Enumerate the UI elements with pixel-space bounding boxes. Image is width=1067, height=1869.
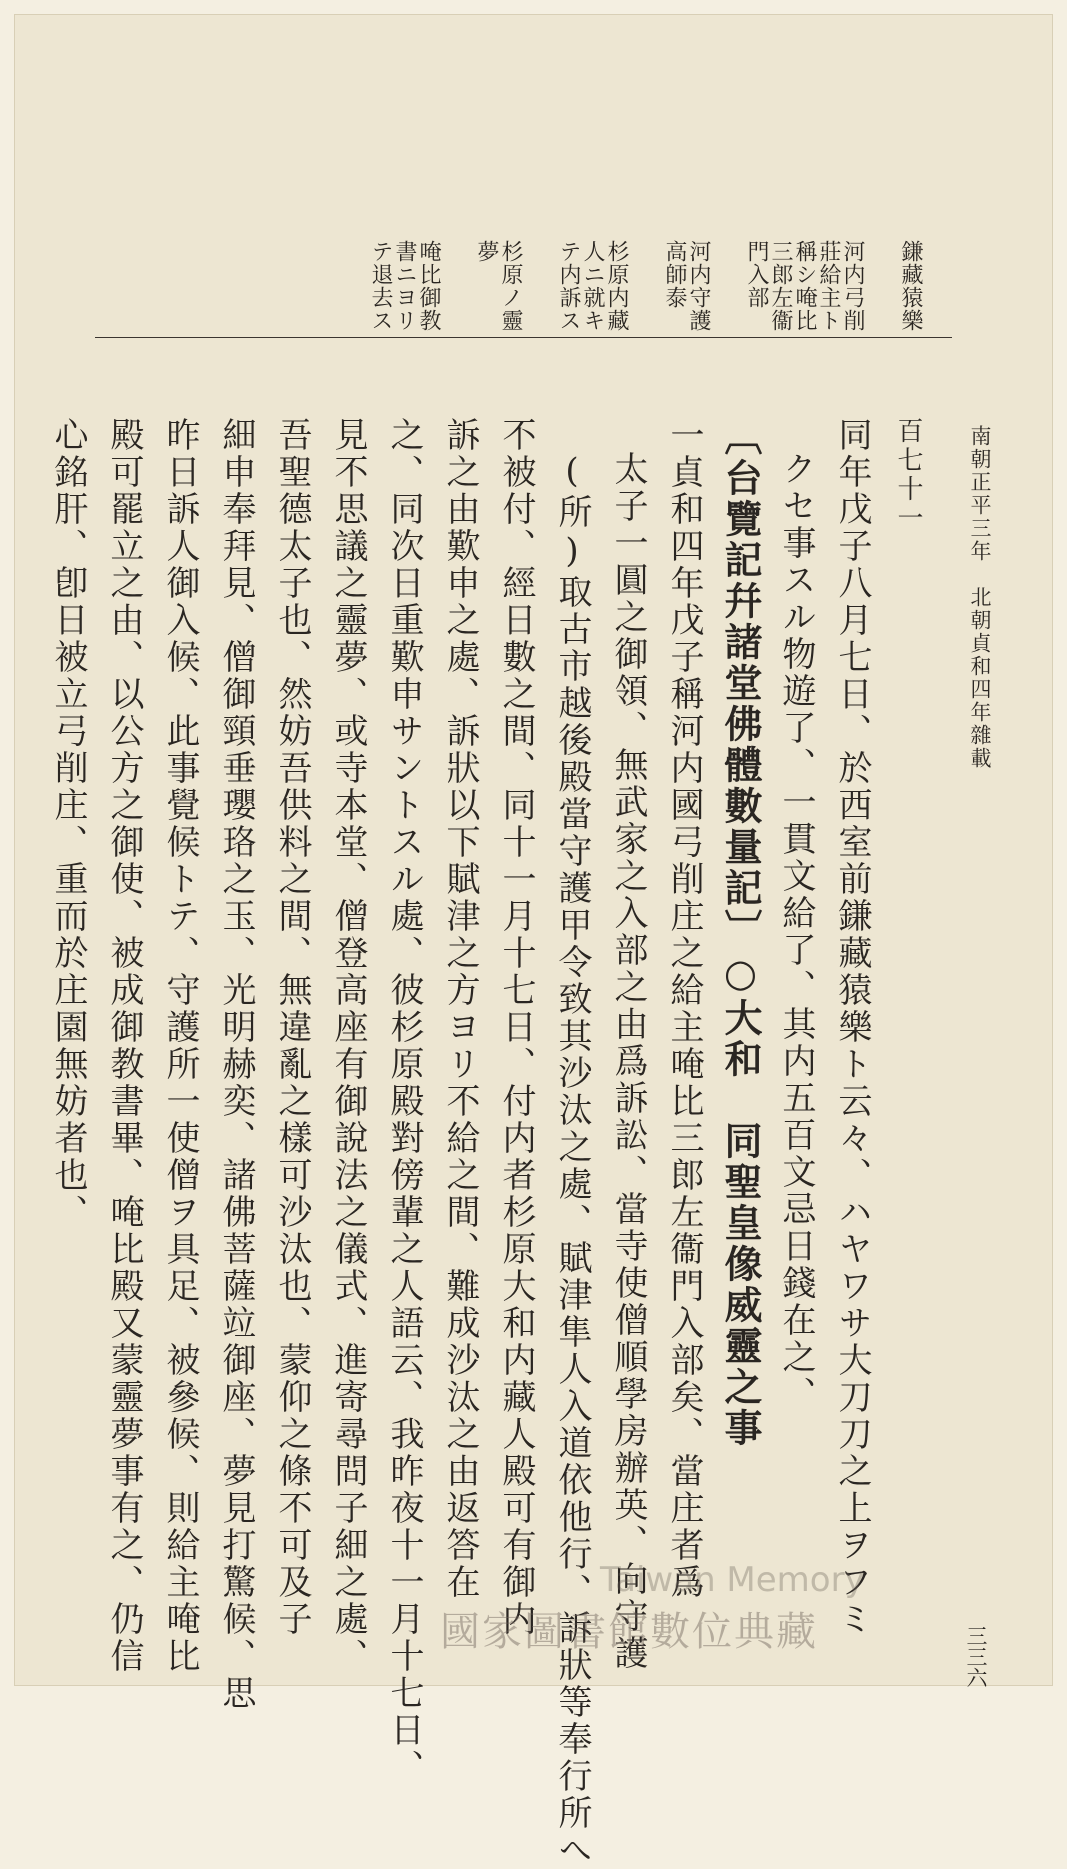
page-number: 三三六	[964, 1625, 988, 1688]
running-header: 南朝正平三年 北朝貞和四年雜載	[968, 425, 992, 770]
body-text	[40, 417, 936, 1869]
headnote-line: テ内訴ス	[556, 240, 581, 332]
headnote-line: 河内守護	[686, 240, 711, 332]
headnote-line: 唵比御教	[416, 240, 441, 332]
watermark-brand: Taiwan Memory	[600, 1560, 865, 1600]
text-column: 之、同次日重歎申サントスル處、彼杉原殿對傍輩之人語云、我昨夜十一月十七日、	[384, 417, 424, 1786]
headnote	[474, 240, 522, 340]
headnote	[368, 240, 440, 340]
text-column: 一貞和四年戊子稱河内國弓削庄之給主唵比三郎左衞門入部矣、當庄者爲	[664, 417, 704, 1601]
text-column: 見不思議之靈夢、或寺本堂、僧登高座有御說法之儀式、進寄尋問子細之處、	[328, 417, 368, 1675]
headnote-line: テ退去ス	[368, 240, 393, 332]
headnote	[898, 240, 922, 340]
header-rule	[95, 337, 952, 338]
text-column: 吾聖德太子也、然妨吾供料之間、無違亂之樣可沙汰也、蒙仰之條不可及子	[272, 417, 312, 1638]
headnote-line: 書ニヨリ	[392, 240, 417, 332]
text-column: 太子一圓之御領、無武家之入部之由爲訴訟、當寺使僧順學房辦英、向守護	[608, 451, 648, 1672]
headnote-line: 鎌藏猿樂	[898, 240, 923, 332]
text-column: 同年戊子八月七日、於西室前鎌藏猿樂ト云々、ハヤワサ大刀刀之上ヲフミ	[832, 417, 872, 1638]
text-column: (所)取古市越後殿當守護甲令致其沙汰之處、賦津隼人入道依他行、訴狀等奉行所へ	[552, 451, 592, 1869]
headnote-line: 河内弓削	[840, 240, 865, 332]
text-column: 心銘肝、卽日被立弓削庄、重而於庄園無妨者也、	[48, 417, 88, 1231]
text-column: 殿可罷立之由、以公方之御使、被成御教書畢、唵比殿又蒙靈夢事有之、仍信	[104, 417, 144, 1675]
text-column: クセ事スル物遊了、一貫文給了、其内五百文忌日錢在之、	[776, 451, 816, 1413]
headnote-line: 稱シ唵比	[792, 240, 817, 332]
headnotes	[102, 240, 922, 340]
watermark: 國家圖書館數位典藏	[440, 1609, 818, 1655]
headnote-line: 夢	[474, 240, 499, 263]
section-title: 〔台覽記幷諸堂佛體數量記〕○大和 同聖皇像威靈之事	[718, 417, 763, 1449]
headnote-line: 杉原内藏	[604, 240, 629, 332]
headnote-line: 杉原ノ靈	[498, 240, 523, 332]
text-column: 細申奉拜見、僧御頸垂瓔珞之玉、光明赫奕、諸佛菩薩竝御座、夢見打驚候、思	[216, 417, 256, 1712]
headnote	[556, 240, 628, 340]
headnote-line: 人ニ就キ	[580, 240, 605, 332]
entry-number: 百七十一	[893, 417, 923, 533]
headnote-line: 三郎左衞	[768, 240, 793, 332]
headnote	[744, 240, 864, 340]
headnote	[662, 240, 710, 340]
text-column: 不被付、經日數之間、同十一月十七日、付内者杉原大和内藏人殿可有御内	[496, 417, 536, 1638]
document-page	[14, 14, 1053, 1869]
text-column: 昨日訴人御入候、此事覺候トテ、守護所一使僧ヲ具足、被參候、則給主唵比	[160, 417, 200, 1675]
headnote-line: 門入部	[744, 240, 769, 309]
headnote-line: 莊給主ト	[816, 240, 841, 332]
text-column: 訴之由歎申之處、訴狀以下賦津之方ヨリ不給之間、難成沙汰之由返答在	[440, 417, 480, 1601]
headnote-line: 高師泰	[662, 240, 687, 309]
